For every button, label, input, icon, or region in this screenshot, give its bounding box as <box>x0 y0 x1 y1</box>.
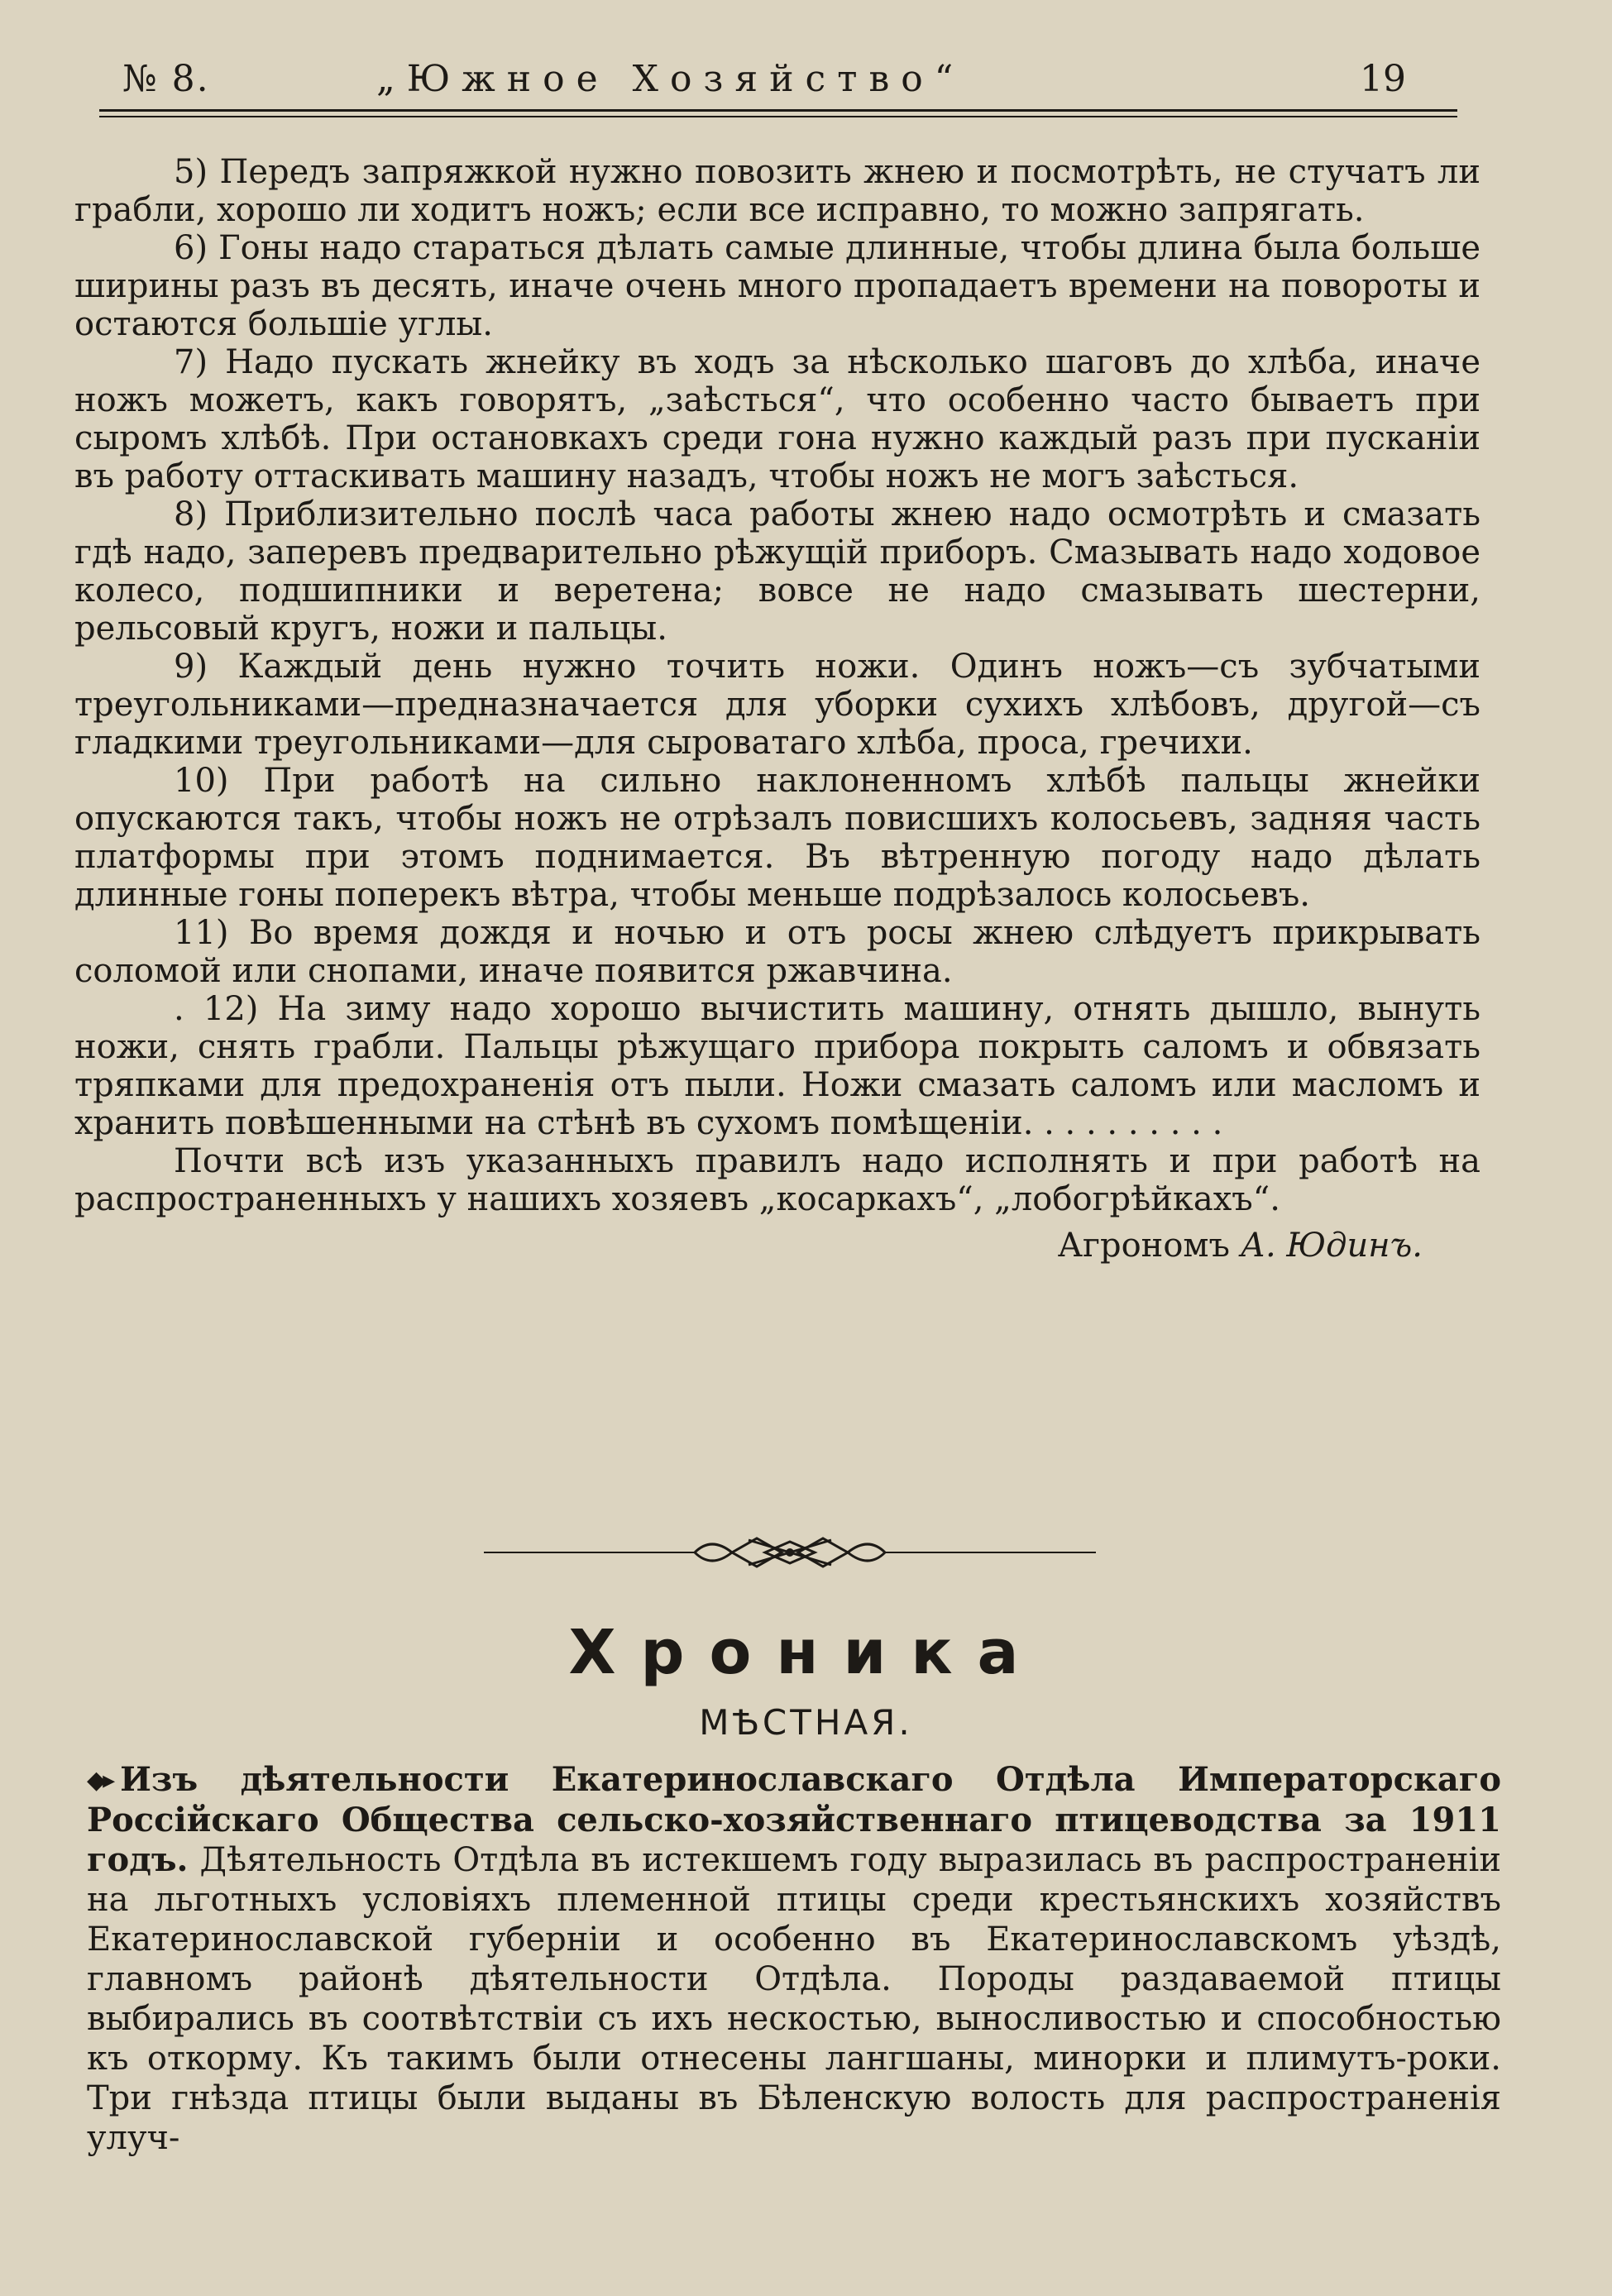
article-paragraph: 6) Гоны надо стараться дѣлать самые длинные, чтобы длина была больше ширины разъ въ десять, иначе очень много пропадаетъ времени на повороты и остаются большіе углы. <box>74 229 1480 343</box>
signature-title: Агрономъ <box>1057 1227 1230 1265</box>
signature-name: А. Юдинъ. <box>1240 1227 1423 1265</box>
section-title: Хроника <box>568 1617 1044 1688</box>
article-paragraph: 11) Во время дождя и ночью и отъ росы жнею слѣдуетъ прикрывать соломой или снопами, иначе появится ржавчина. <box>74 914 1480 990</box>
section-subtitle: МѢСТНАЯ. <box>699 1702 913 1743</box>
page-number: 19 <box>1360 58 1406 100</box>
article-body <box>74 153 1480 1265</box>
journal-title: „Южное Хозяйство“ <box>376 58 965 100</box>
article-paragraph: 10) При работѣ на сильно наклоненномъ хлѣбѣ пальцы жнейки опускаются такъ, чтобы ножъ не отрѣзалъ повисшихъ колосьевъ, задняя часть платформы при этомъ поднимается. Въ вѣтренную погоду надо дѣлать длинные гоны поперекъ вѣтра, чтобы меньше подрѣзалось колосьевъ. <box>74 762 1480 914</box>
article-signature <box>74 1227 1423 1265</box>
chronicle-item-heading: Изъ дѣятельности Екатеринославскаго Отдѣла Императорскаго Россійскаго Общества сельско-хозяйственнаго птицеводства за 1911 годъ. <box>87 1760 1501 1879</box>
chronicle-item-text: Дѣятельность Отдѣла въ истекшемъ году выразилась въ распространеніи на льготныхъ условіяхъ племенной птицы среди крестьянскихъ хозяйствъ Екатеринославской губерніи и особенно въ Екатеринославскомъ уѣздѣ, главномъ районѣ дѣятельности Отдѣла. Породы раздаваемой птицы выбирались въ соотвѣтствіи съ ихъ нескостью, выносливостью и способностью къ откорму. Къ такимъ были отнесены лангшаны, минорки и плимутъ-роки. Три гнѣзда птицы были выданы въ Бѣленскую волость для распространенія улуч- <box>87 1841 1501 2157</box>
article-paragraph: 8) Приблизительно послѣ часа работы жнею надо осмотрѣть и смазать гдѣ надо, заперевъ предварительно рѣжущій приборъ. Смазывать надо ходовое колесо, подшипники и веретена; вовсе не надо смазывать шестерни, рельсовый кругъ, ножи и пальцы. <box>74 495 1480 648</box>
header-rule-thick <box>99 109 1457 112</box>
header-rule-thin <box>99 116 1457 117</box>
issue-number: № 8. <box>122 58 210 100</box>
running-header <box>99 51 1457 109</box>
chronicle-item <box>87 1760 1501 2158</box>
bullet-ornament-icon: ◆▸ <box>87 1766 112 1795</box>
section-divider-ornament <box>484 1532 1096 1573</box>
article-paragraph: Почти всѣ изъ указанныхъ правилъ надо исполнять и при работѣ на распространенныхъ у нашихъ хозяевъ „косаркахъ“, „лобогрѣйкахъ“. <box>74 1142 1480 1218</box>
article-paragraph: 5) Передъ запряжкой нужно повозить жнею и посмотрѣть, не стучатъ ли грабли, хорошо ли ходитъ ножъ; если все исправно, то можно запрягать. <box>74 153 1480 229</box>
article-paragraph: 7) Надо пускать жнейку въ ходъ за нѣсколько шаговъ до хлѣба, иначе ножъ можетъ, какъ говорятъ, „заѣсться“, что особенно часто бываетъ при сыромъ хлѣбѣ. При остановкахъ среди гона нужно каждый разъ при пусканіи въ работу оттаскивать машину назадъ, чтобы ножъ не могъ заѣсться. <box>74 343 1480 495</box>
article-paragraph: 9) Каждый день нужно точить ножи. Одинъ ножъ—съ зубчатыми треугольниками—предназначается для уборки сухихъ хлѣбовъ, другой—съ гладкими треугольниками—для сыроватаго хлѣба, проса, гречихи. <box>74 648 1480 762</box>
article-paragraph: . 12) На зиму надо хорошо вычистить машину, отнять дышло, вынуть ножи, снять грабли. Пальцы рѣжущаго прибора покрыть саломъ и обвязать тряпками для предохраненія отъ пыли. Ножи смазать саломъ или масломъ и хранить повѣшенными на стѣнѣ въ сухомъ помѣщеніи. . . . . . . . . . <box>74 990 1480 1142</box>
